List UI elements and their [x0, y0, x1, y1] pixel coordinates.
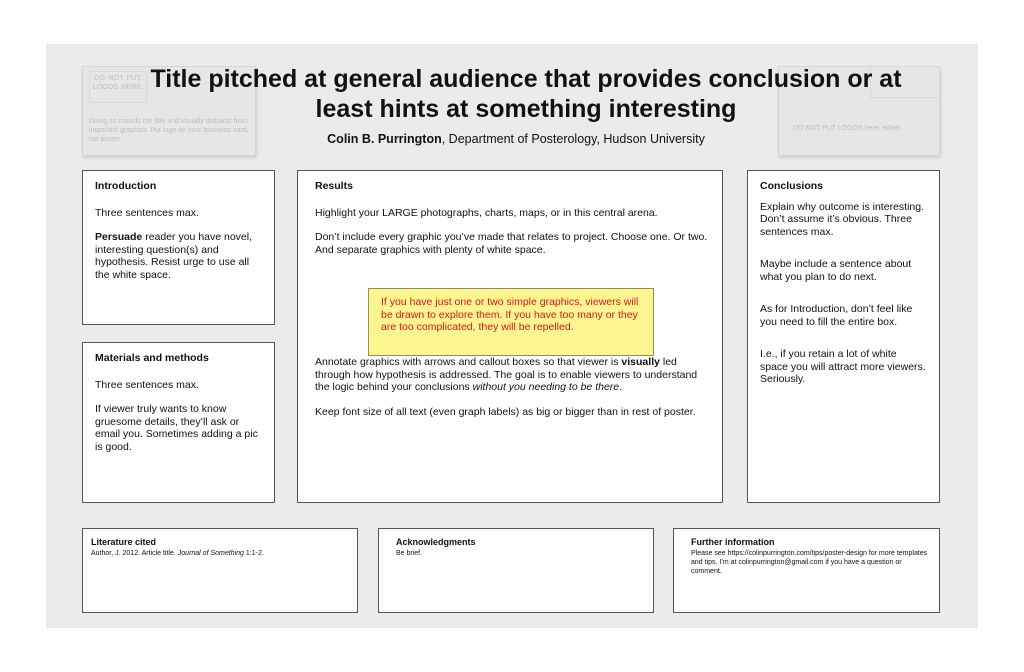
acknowledgments-heading: Acknowledgments	[396, 537, 476, 547]
introduction-p2	[95, 231, 262, 281]
methods-p2: If viewer truly wants to know gruesome details, they’ll ask or email you. Sometimes adding a pic is good.	[95, 403, 258, 453]
results-p3-end: .	[619, 381, 623, 393]
introduction-p1: Three sentences max.	[95, 206, 199, 219]
results-p3-a: Annotate graphics with arrows and callout boxes so that viewer is	[315, 356, 622, 368]
literature-section	[82, 528, 358, 613]
results-p3-italic: without you needing to be there	[472, 381, 620, 393]
literature-text-b: 1:1-2.	[243, 550, 264, 557]
logo-note: Doing so crowds the title and visually distracts from important graphics. Put logo on your business card, not poster.	[89, 118, 249, 143]
author-affiliation: , Department of Posterology, Hudson University	[441, 132, 705, 146]
results-p3	[315, 356, 710, 394]
conclusions-heading: Conclusions	[760, 180, 824, 192]
author-line	[246, 132, 786, 146]
introduction-heading: Introduction	[95, 180, 157, 192]
conclusions-p3: As for Introduction, don’t feel like you need to fill the entire box.	[760, 303, 913, 328]
literature-journal: Journal of Something	[177, 550, 244, 557]
logo-square: DO. NOT. PUT. LOGOS. HERE.	[89, 71, 147, 103]
methods-p1: Three sentences max.	[95, 378, 199, 391]
results-p4: Keep font size of all text (even graph labels) as big or bigger than in rest of poster.	[315, 405, 696, 418]
further-text: Please see https://colinpurrington.com/tips/poster-design for more templates and tips. I’m at colinpurrington@gmail.com if you have a question or comment.	[691, 550, 928, 575]
results-p3-bold: visually	[621, 356, 660, 368]
results-heading: Results	[315, 180, 353, 192]
author-name: Colin B. Purrington	[327, 132, 442, 146]
results-p1: Highlight your LARGE photographs, charts, maps, or in this central arena.	[315, 206, 658, 219]
literature-text-a: Author, J. 2012. Article title.	[91, 550, 178, 557]
introduction-p2-text: reader you have novel, interesting question(s) and hypothesis. Resist urge to use all the white space.	[95, 231, 253, 281]
acknowledgments-text: Be brief.	[396, 550, 423, 557]
conclusions-p4: I.e., if you retain a lot of white space you will attract more viewers. Seriously.	[760, 348, 926, 385]
methods-heading: Materials and methods	[95, 352, 209, 364]
introduction-section	[82, 170, 275, 325]
conclusions-p1: Explain why outcome is interesting. Don’t assume it’s obvious. Three sentences max.	[760, 200, 924, 238]
results-section	[297, 170, 723, 503]
callout-box: If you have just one or two simple graphics, viewers will be drawn to explore them. If you have too many or they are too complicated, they will be repelled.	[368, 288, 654, 356]
introduction-bold: Persuade	[95, 231, 143, 243]
conclusions-p2: Maybe include a sentence about what you plan to do next.	[760, 258, 912, 283]
further-heading: Further information	[691, 537, 775, 547]
literature-entry	[91, 549, 349, 558]
poster	[46, 44, 978, 628]
poster-title: Title pitched at general audience that provides conclusion or at least hints at something interesting	[150, 65, 902, 123]
logo-note-right: DO NOT PUT LOGOS here, either.	[793, 125, 902, 132]
further-info-section	[673, 528, 940, 613]
literature-heading: Literature cited	[91, 537, 157, 547]
methods-section	[82, 342, 275, 503]
acknowledgments-section	[378, 528, 654, 613]
results-p2: Don’t include every graphic you’ve made that relates to project. Choose one. Or two. And separate graphics with plenty of white space.	[315, 231, 708, 256]
conclusions-section	[747, 170, 940, 503]
results-p3-b: led through how hypothesis is addressed. The goal is to enable viewers to understand the logic behind your conclusions	[315, 356, 698, 393]
